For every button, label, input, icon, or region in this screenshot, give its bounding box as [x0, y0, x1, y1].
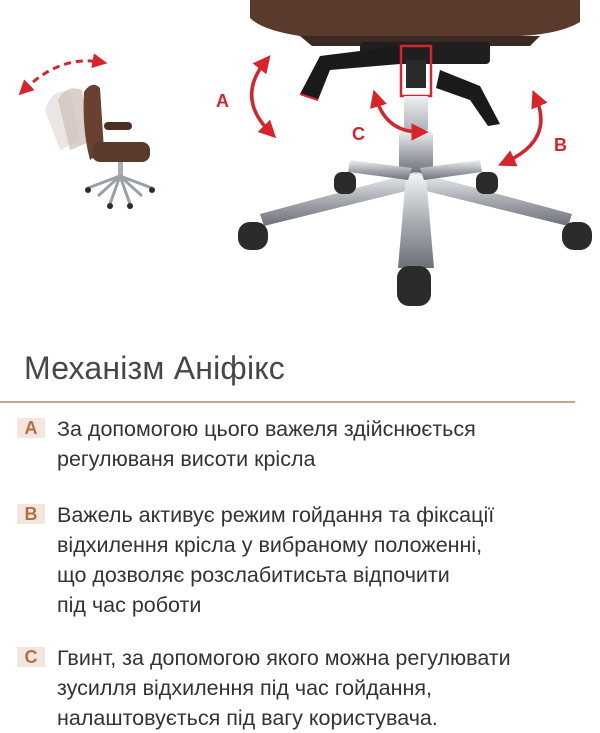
lever-a	[300, 46, 400, 100]
seat-cushion	[250, 0, 580, 36]
badge-b: B	[17, 504, 45, 524]
text-line: За допомогою цього важеля здійснюється	[57, 417, 476, 441]
text-line: налаштовується під вагу користувача.	[57, 706, 438, 730]
label-a: A	[216, 91, 229, 111]
chair-mechanism-diagram	[0, 0, 600, 330]
text-line: відхилення крісла у вибраному положенні,	[57, 533, 483, 557]
text-line: що дозволяє розслабитисьта відпочити	[57, 563, 450, 587]
arrow-a-icon	[252, 62, 270, 132]
lever-b	[436, 70, 500, 126]
label-c: C	[352, 124, 365, 144]
feature-text-a	[57, 414, 597, 474]
arrow-b-icon	[506, 98, 541, 162]
section-title: Механізм Аніфікс	[24, 350, 286, 386]
tilt-thumbnail	[24, 61, 155, 209]
product-illustration	[0, 0, 600, 330]
tilt-arrow-icon	[24, 61, 100, 90]
title-divider	[0, 401, 575, 403]
label-b: B	[554, 135, 567, 155]
chair-main	[238, 0, 592, 306]
feature-text-b	[57, 500, 597, 620]
text-line: зусилля відхилення під час гойдання,	[57, 676, 432, 700]
badge-a: A	[17, 418, 45, 438]
feature-text-c	[57, 643, 597, 733]
badge-c: C	[17, 647, 45, 667]
thumbnail-seat	[92, 142, 150, 162]
text-line: регулюваня висоти крісла	[57, 447, 316, 471]
text-line: під час роботи	[57, 593, 202, 617]
text-line: Гвинт, за допомогою якого можна регулювати	[57, 646, 511, 670]
text-line: Важель активує режим гойдання та фіксації	[57, 503, 495, 527]
